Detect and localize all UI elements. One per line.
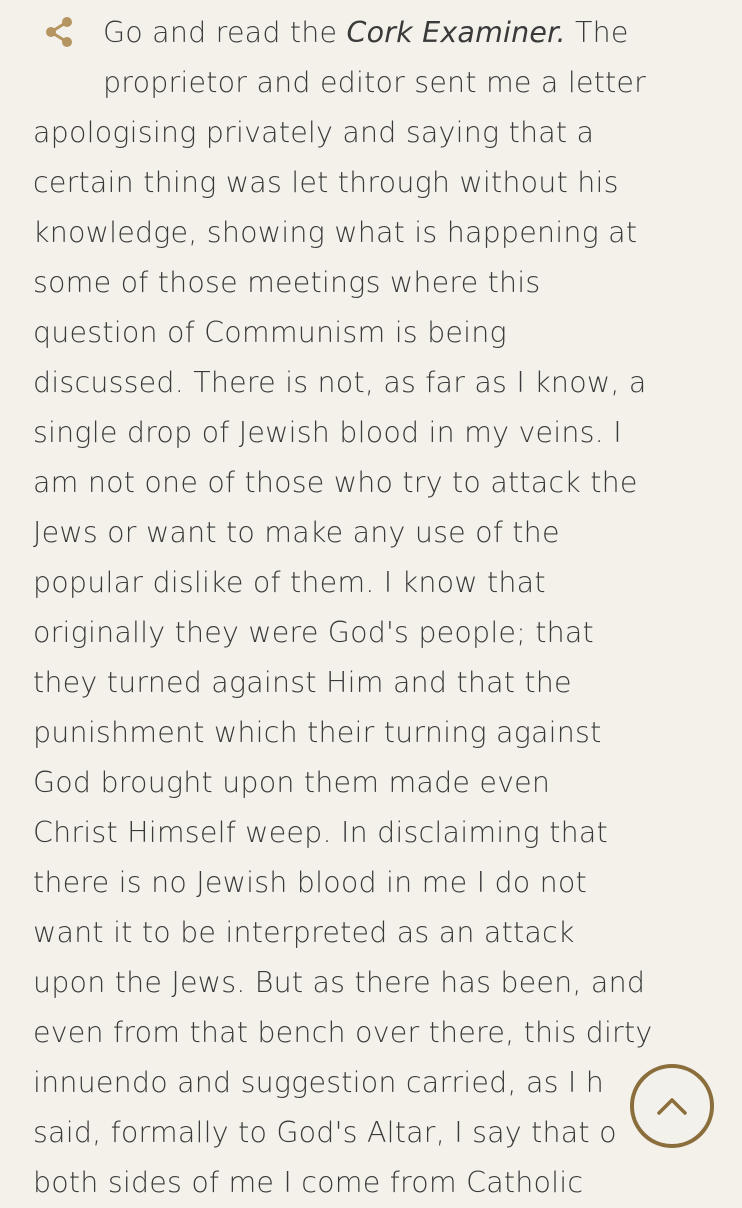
first-line-prefix: Go and read the: [103, 16, 347, 49]
article-first-line: [33, 8, 723, 58]
article-line: upon the Jews. But as there has been, and: [33, 966, 646, 999]
article-line: punishment which their turning against: [33, 716, 602, 749]
article-line: apologising privately and saying that a: [33, 116, 595, 149]
article-line: innuendo and suggestion carried, as I h: [33, 1066, 605, 1099]
article-line: Christ Himself weep. In disclaiming that: [33, 816, 608, 849]
article-line: said, formally to God's Altar, I say that o: [33, 1116, 617, 1149]
article-line: originally they were God's people; that: [33, 616, 594, 649]
article-line: certain thing was let through without his: [33, 166, 619, 199]
article-line: question of Communism is being: [33, 316, 507, 349]
article-line: they turned against Him and that the: [33, 666, 572, 699]
article-line: discussed. There is not, as far as I know, a: [33, 366, 647, 399]
article-line: God brought upon them made even: [33, 766, 551, 799]
scroll-to-top-button[interactable]: [630, 1064, 714, 1148]
article-line: Jews or want to make any use of the: [33, 516, 560, 549]
article-line: single drop of Jewish blood in my veins. I: [33, 416, 622, 449]
article-line: knowledge, showing what is happening at: [33, 216, 638, 249]
article-line: want it to be interpreted as an attack: [33, 916, 575, 949]
article-line: proprietor and editor sent me a letter: [103, 66, 647, 99]
article-line: popular dislike of them. I know that: [33, 566, 546, 599]
first-line-suffix: The: [565, 16, 629, 49]
chevron-up-icon: [656, 1096, 688, 1116]
article-line: there is no Jewish blood in me I do not: [33, 866, 587, 899]
article-paragraph: [33, 8, 723, 1208]
publication-name: Cork Examiner.: [346, 16, 566, 49]
article-line: some of those meetings where this: [33, 266, 541, 299]
article-line: am not one of those who try to attack the: [33, 466, 638, 499]
article-line: both sides of me I come from Catholic: [33, 1166, 584, 1199]
article-line: even from that bench over there, this dirty: [33, 1016, 653, 1049]
